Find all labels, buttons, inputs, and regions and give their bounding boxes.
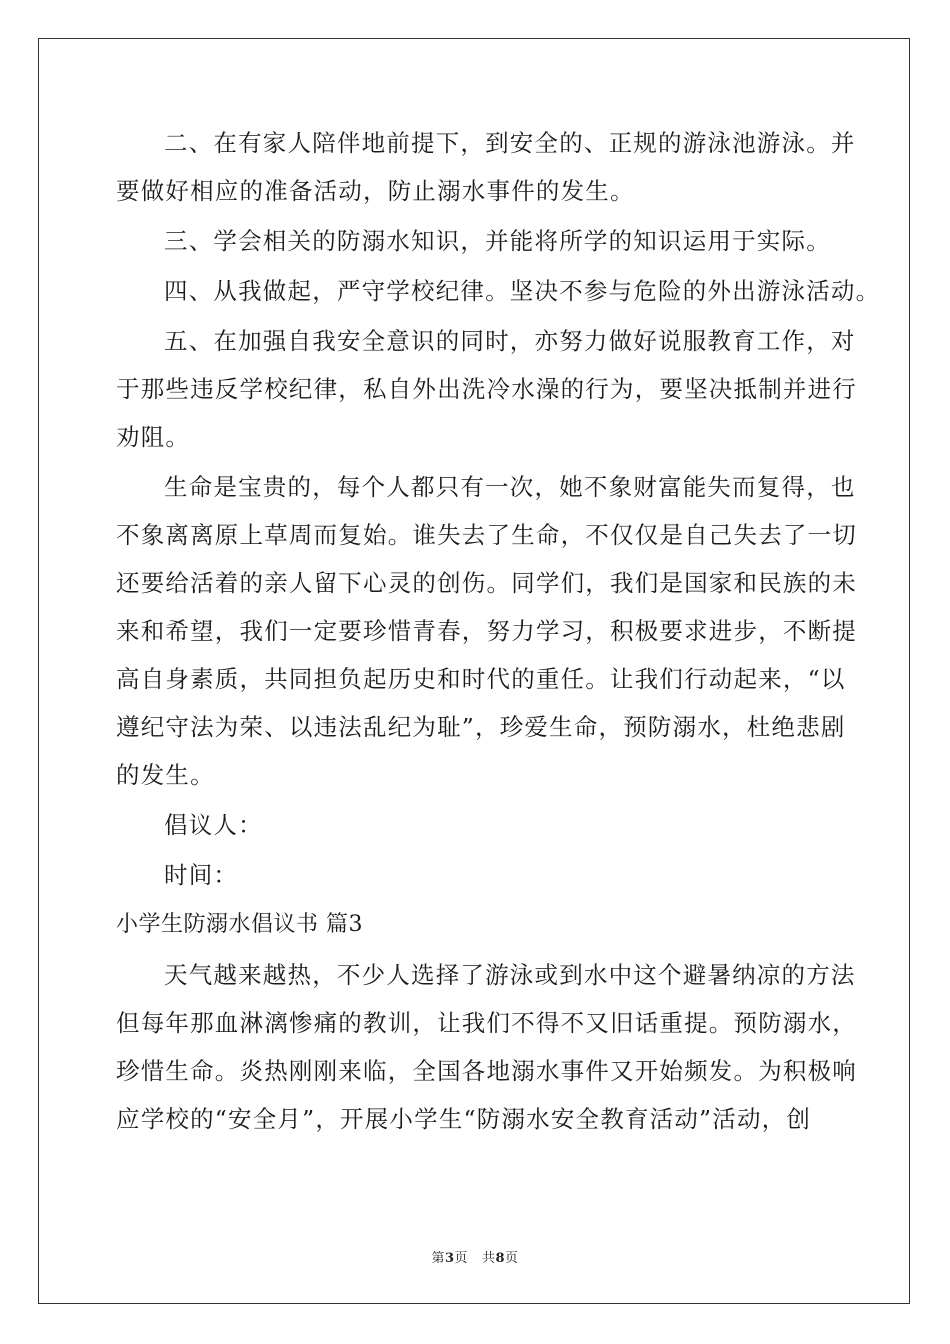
paragraph-line: 的发生。 xyxy=(116,761,215,789)
paragraph-line: 劝阻。 xyxy=(116,423,191,451)
paragraph-line: 于那些违反学校纪律，私自外出洗冷水澡的行为，要坚决抵制并进行 xyxy=(116,375,857,403)
paragraph-line: 应学校的“安全月”，开展小学生“防溺水安全教育活动”活动，创 xyxy=(116,1105,812,1133)
total-suffix: 页 xyxy=(505,1251,519,1266)
page-prefix: 第 xyxy=(431,1251,445,1266)
paragraph-line: 五、在加强自我安全意识的同时，亦努力做好说服教育工作，对 xyxy=(164,327,856,355)
page-current: 3 xyxy=(444,1251,455,1266)
paragraph-line: 来和希望，我们一定要珍惜青春，努力学习，积极要求进步，不断提 xyxy=(116,617,857,645)
page-number-footer xyxy=(0,1247,950,1266)
signature-label: 倡议人： xyxy=(164,811,263,839)
section-heading: 小学生防溺水倡议书 篇3 xyxy=(116,912,363,937)
paragraph-line: 天气越来越热，不少人选择了游泳或到水中这个避暑纳凉的方法 xyxy=(164,961,856,989)
paragraph-line: 还要给活着的亲人留下心灵的创伤。同学们，我们是国家和民族的未 xyxy=(116,569,857,597)
page-suffix: 页 xyxy=(454,1251,469,1266)
paragraph-line: 四、从我做起，严守学校纪律。坚决不参与危险的外出游泳活动。 xyxy=(164,277,881,305)
paragraph-line: 不象离离原上草周而复始。谁失去了生命，不仅仅是自己失去了一切 xyxy=(116,521,857,549)
paragraph-line: 但每年那血淋漓惨痛的教训，让我们不得不又旧话重提。预防溺水， xyxy=(116,1009,857,1037)
paragraph-line: 珍惜生命。炎热刚刚来临，全国各地溺水事件又开始频发。为积极响 xyxy=(116,1057,857,1085)
paragraph-line: 三、学会相关的防溺水知识，并能将所学的知识运用于实际。 xyxy=(164,227,831,255)
paragraph-line: 生命是宝贵的，每个人都只有一次，她不象财富能失而复得，也 xyxy=(164,473,856,501)
paragraph-line: 遵纪守法为荣、以违法乱纪为耻”，珍爱生命，预防溺水，杜绝悲剧 xyxy=(116,713,846,741)
document-body xyxy=(116,128,881,1134)
paragraph-line: 高自身素质，共同担负起历史和时代的重任。让我们行动起来，“以 xyxy=(116,665,846,693)
date-label: 时间： xyxy=(164,861,239,889)
paragraph-line: 要做好相应的准备活动，防止溺水事件的发生。 xyxy=(116,177,635,205)
total-prefix: 共 xyxy=(481,1251,496,1266)
paragraph-line: 二、在有家人陪伴地前提下，到安全的、正规的游泳池游泳。并 xyxy=(164,129,856,157)
page-total: 8 xyxy=(495,1251,506,1266)
